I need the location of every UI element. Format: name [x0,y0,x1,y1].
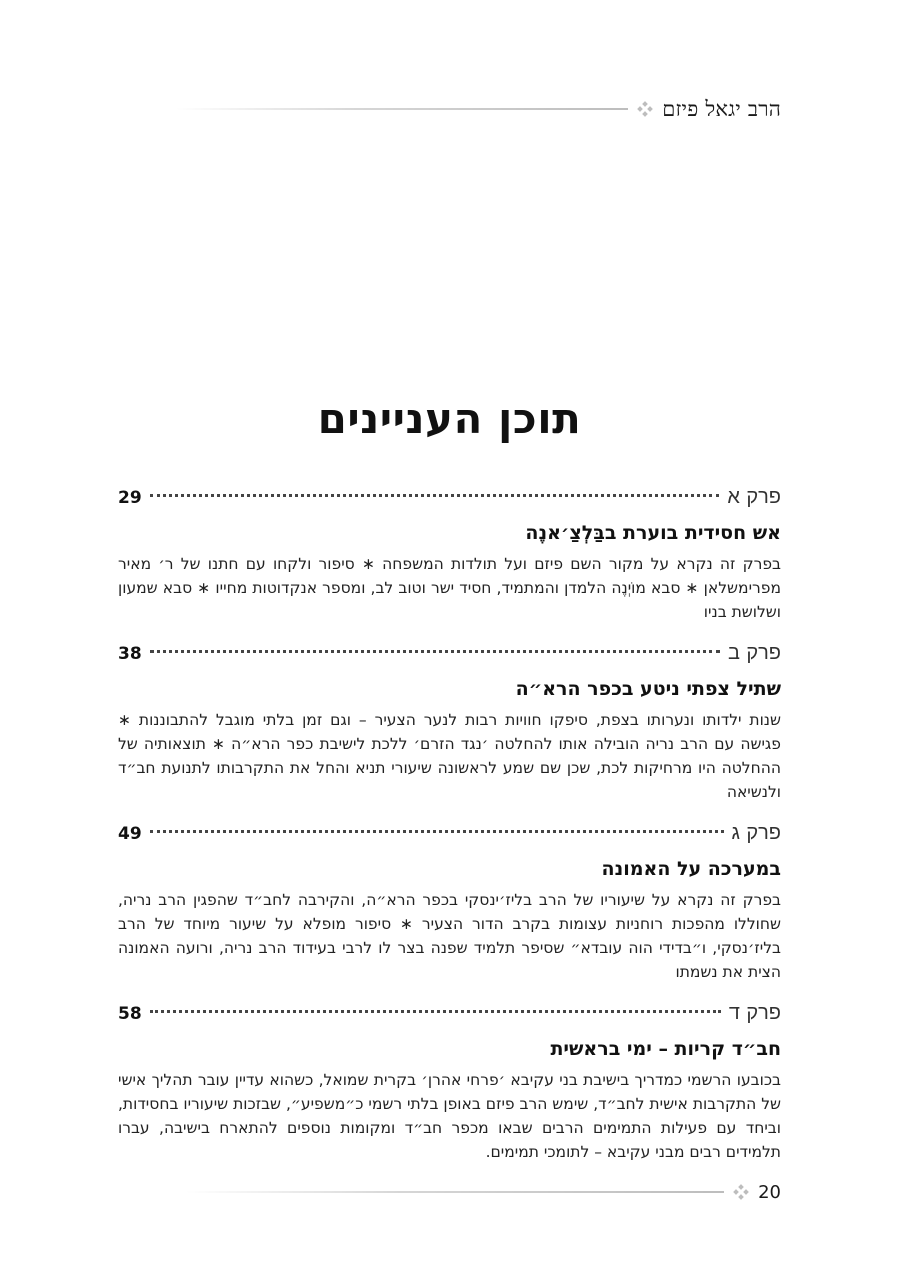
running-footer [186,1178,781,1206]
toc-entry [118,640,781,804]
chapter-title: חב״ד קריות – ימי בראשית [550,1038,781,1060]
chapter-label: פרק ג [731,820,781,844]
four-diamond-ornament-icon [734,1185,748,1199]
toc-entry-head [118,640,781,674]
chapter-description: בפרק זה נקרא על שיעוריו של הרב בליז׳ינסקי בכפר הרא״ה, והקירבה לחב״ד שהפגין הרב נריה, שחוללו מהפכות רוחניות עצומות בקרב הדור הצעיר ∗ סיפור מופלא על שיעור מיוחד של הרב בליז׳נסקי, ו״בדידי הוה עובדא״ שסיפר תלמיד שפנה בצר לו לרבי בעידוד הרב נריה, ורועה האמונה הצית את נשמתו [118,891,781,981]
footer-rule [186,1191,724,1193]
toc-entry-head [118,484,781,518]
chapter-label: פרק ב [728,640,781,664]
page-number: 49 [118,824,142,844]
dot-leader [150,1010,721,1013]
chapter-description: בכובעו הרשמי כמדריך בישיבת בני עקיבא ׳פרחי אהרן׳ בקרית שמואל, כשהוא עדיין עובר תהליך אישי של התקרבות אישית לחב״ד, שימש הרב פיזם באופן בלתי רשמי כ״משפיע״, שבזכות שיעוריו בחסידות, וביחד עם פעילות התמימים הרבים שבאו מכפר חב״ד ומקומות נוספים להתארח בישיבה, עברו תלמידים רבים מבני עקיבא – לתומכי תמימים. [118,1071,781,1161]
toc-entry-head [118,820,781,854]
toc-entry [118,1000,781,1164]
chapter-title: אש חסידית בוערת בבַּלְצַ׳אנֶה [525,522,781,544]
toc-entry-head [118,1000,781,1034]
running-header-author: הרב יגאל פיזם [662,96,781,121]
page-number: 29 [118,488,142,508]
toc-entry [118,820,781,984]
chapter-description: שנות ילדותו ונערותו בצפת, סיפקו חוויות רבות לנער הצעיר – וגם זמן בלתי מוגבל להתבוננות ∗ פגישה עם הרב נריה הובילה אותו להחלטה ׳נגד הזרם׳ ללכת לישיבת כפר הרא״ה ∗ תוצאותיה של ההחלטה היו מרחיקות לכת, שכן שם שמע לראשונה שיעורי תניא והחל את התקרבותו לתנועת חב״ד ולנשיאה [118,711,781,801]
page-title: תוכן העניינים [317,394,582,444]
dot-leader [150,830,724,833]
header-rule [176,108,628,110]
chapter-title: במערכה על האמונה [601,858,781,880]
chapter-label: פרק ד [728,1000,781,1024]
chapter-title: שתיל צפתי ניטע בכפר הרא״ה [515,678,781,700]
folio-page-number: 20 [758,1181,781,1203]
dot-leader [150,494,720,497]
table-of-contents [118,484,781,1180]
four-diamond-ornament-icon [638,102,652,116]
toc-entry [118,484,781,624]
page-number: 58 [118,1004,142,1024]
chapter-description: בפרק זה נקרא על מקור השם פיזם ועל תולדות המשפחה ∗ סיפור ולקחו עם חתנו של ר׳ מאיר מפרימשלאן ∗ סבא מוֹיְנֶה הלמדן והמתמיד, חסיד ישר וטוב לב, ומספר אנקדוטות מחייו ∗ סבא שמעון ושלושת בניו [118,555,781,621]
dot-leader [150,650,720,653]
running-header [176,92,781,126]
page-number: 38 [118,644,142,664]
chapter-label: פרק א [727,484,781,508]
